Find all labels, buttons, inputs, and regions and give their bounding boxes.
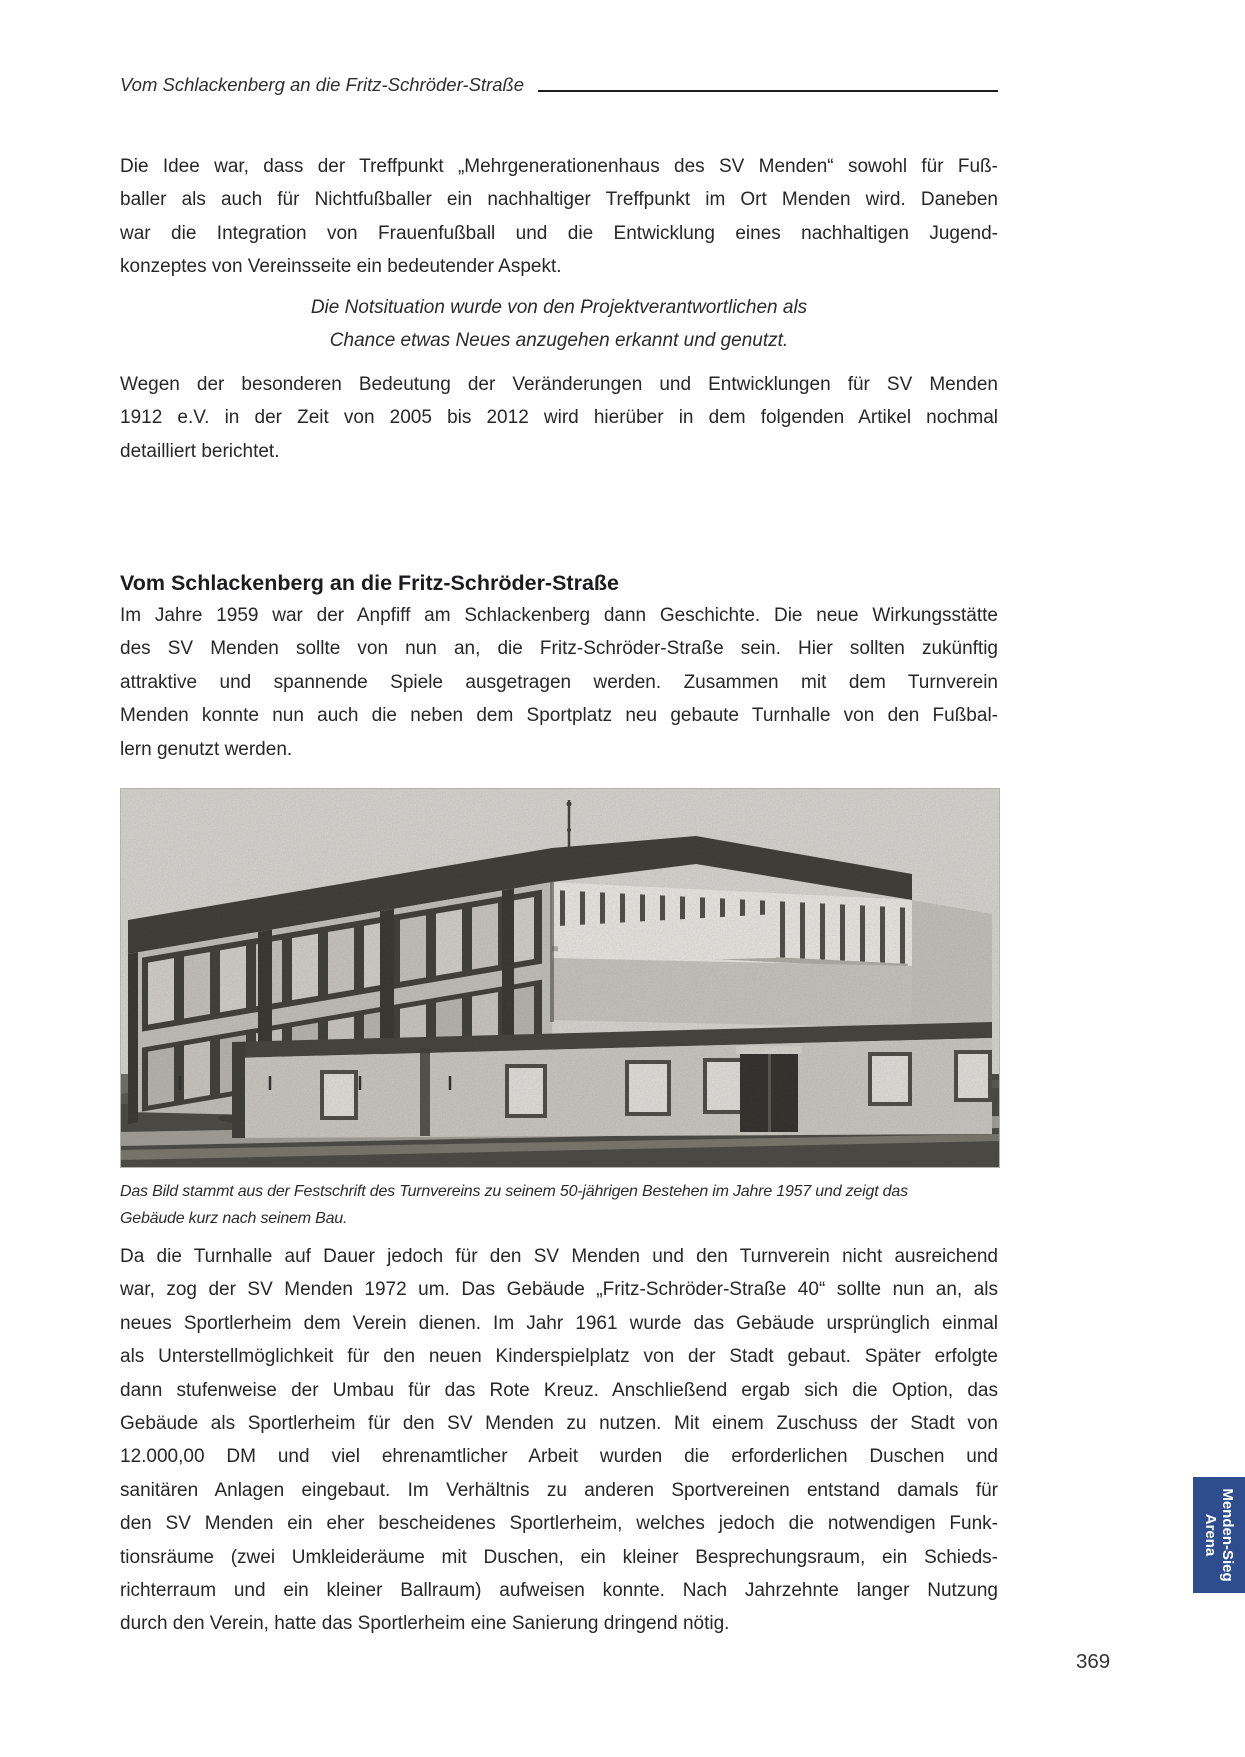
- text-line: Wegen der besonderen Bedeutung der Veränderungen und Entwicklungen für SV Menden: [120, 374, 998, 395]
- text-line: als Unterstellmöglichkeit für den neuen Kinderspielplatz von der Stadt gebaut. Später erfolgte: [120, 1346, 998, 1368]
- text-line: Gebäude kurz nach seinem Bau.: [120, 1210, 348, 1227]
- text-line: war die Integration von Frauenfußball und die Entwicklung eines nachhaltigen Jugend-: [120, 222, 998, 244]
- text-line: durch den Verein, hatte das Sportlerheim eine Sanierung dringend nötig.: [120, 1613, 730, 1635]
- section-heading: Vom Schlackenberg an die Fritz-Schröder-Straße: [120, 571, 620, 595]
- text-line: war, zog der SV Menden 1972 um. Das Gebäude „Fritz-Schröder-Straße 40“ sollte nun an, als: [120, 1279, 998, 1301]
- photo-caption: [120, 1178, 1010, 1232]
- text-line: Da die Turnhalle auf Dauer jedoch für den SV Menden und den Turnverein nicht ausreichend: [120, 1246, 998, 1267]
- text-line: konzeptes von Vereinsseite ein bedeutender Aspekt.: [120, 256, 562, 278]
- text-line: Gebäude als Sportlerheim für den SV Menden zu nutzen. Mit einem Zuschuss der Stadt von: [120, 1413, 998, 1435]
- text-line: Die Notsituation wurde von den Projektverantwortlichen als: [310, 297, 808, 318]
- tab-label-line2: Arena: [1202, 1513, 1219, 1557]
- text-line: attraktive und spannende Spiele ausgetragen werden. Zusammen mit dem Turnverein: [120, 671, 998, 693]
- text-line: lern genutzt werden.: [120, 738, 293, 760]
- page-number: 369: [1076, 1650, 1111, 1673]
- historic-photo: [120, 788, 1000, 1168]
- text-line: detailliert berichtet.: [120, 440, 280, 462]
- text-line: des SV Menden sollte von nun an, die Fritz-Schröder-Straße sein. Hier sollten zukünftig: [120, 638, 998, 660]
- text-line: tionsräume (zwei Umkleideräume mit Duschen, ein kleiner Besprechungsraum, ein Schieds-: [120, 1546, 998, 1568]
- running-header: [120, 74, 998, 96]
- running-header-title: Vom Schlackenberg an die Fritz-Schröder-Straße: [120, 74, 525, 95]
- text-line: Menden konnte nun auch die neben dem Sportplatz neu gebaute Turnhalle von den Fußbal-: [120, 705, 998, 727]
- text-line: Die Idee war, dass der Treffpunkt „Mehrgenerationenhaus des SV Menden“ sowohl für Fuß-: [120, 156, 998, 177]
- text-line: 1912 e.V. in der Zeit von 2005 bis 2012 wird hierüber in dem folgenden Artikel nochmal: [120, 407, 998, 429]
- paragraph-intro-2: [120, 368, 998, 468]
- text-line: Chance etwas Neues anzugehen erkannt und genutzt.: [329, 330, 789, 351]
- header-rule: [538, 90, 998, 92]
- text-line: baller als auch für Nichtfußballer ein nachhaltiger Treffpunkt im Ort Menden wird. Daneben: [120, 189, 998, 211]
- text-line: Im Jahre 1959 war der Anpfiff am Schlackenberg dann Geschichte. Die neue Wirkungsstätte: [120, 605, 998, 626]
- paragraph-section-1: [120, 599, 998, 766]
- text-line: dann stufenweise der Umbau für das Rote Kreuz. Anschließend ergab sich die Option, das: [120, 1379, 998, 1401]
- photo-grain: [120, 788, 1000, 1168]
- paragraph-intro-1: [120, 150, 998, 284]
- text-line: 12.000,00 DM und viel ehrenamtlicher Arbeit wurden die erforderlichen Duschen und: [120, 1446, 998, 1468]
- text-line: den SV Menden ein eher bescheidenes Sportlerheim, welches jedoch die notwendigen Funk-: [120, 1513, 998, 1535]
- text-line: sanitären Anlagen eingebaut. Im Verhältnis zu anderen Sportvereinen entstand damals für: [120, 1479, 998, 1501]
- photo-svg: [120, 788, 1000, 1168]
- text-line: Das Bild stammt aus der Festschrift des Turnvereins zu seinem 50-jährigen Bestehen im Jahre 1957 und zeigt das: [120, 1183, 908, 1200]
- tab-label-line1: Menden-Sieg: [1219, 1488, 1236, 1582]
- chapter-thumb-tab: [1193, 1477, 1245, 1593]
- text-line: neues Sportlerheim dem Verein dienen. Im Jahr 1961 wurde das Gebäude ursprünglich einmal: [120, 1312, 998, 1334]
- chapter-thumb-tab-label: [1202, 1477, 1236, 1593]
- paragraph-section-2: [120, 1240, 998, 1641]
- quote-block: [120, 291, 998, 357]
- text-line: richterraum und ein kleiner Ballraum) aufweisen konnte. Nach Jahrzehnte langer Nutzung: [120, 1580, 998, 1602]
